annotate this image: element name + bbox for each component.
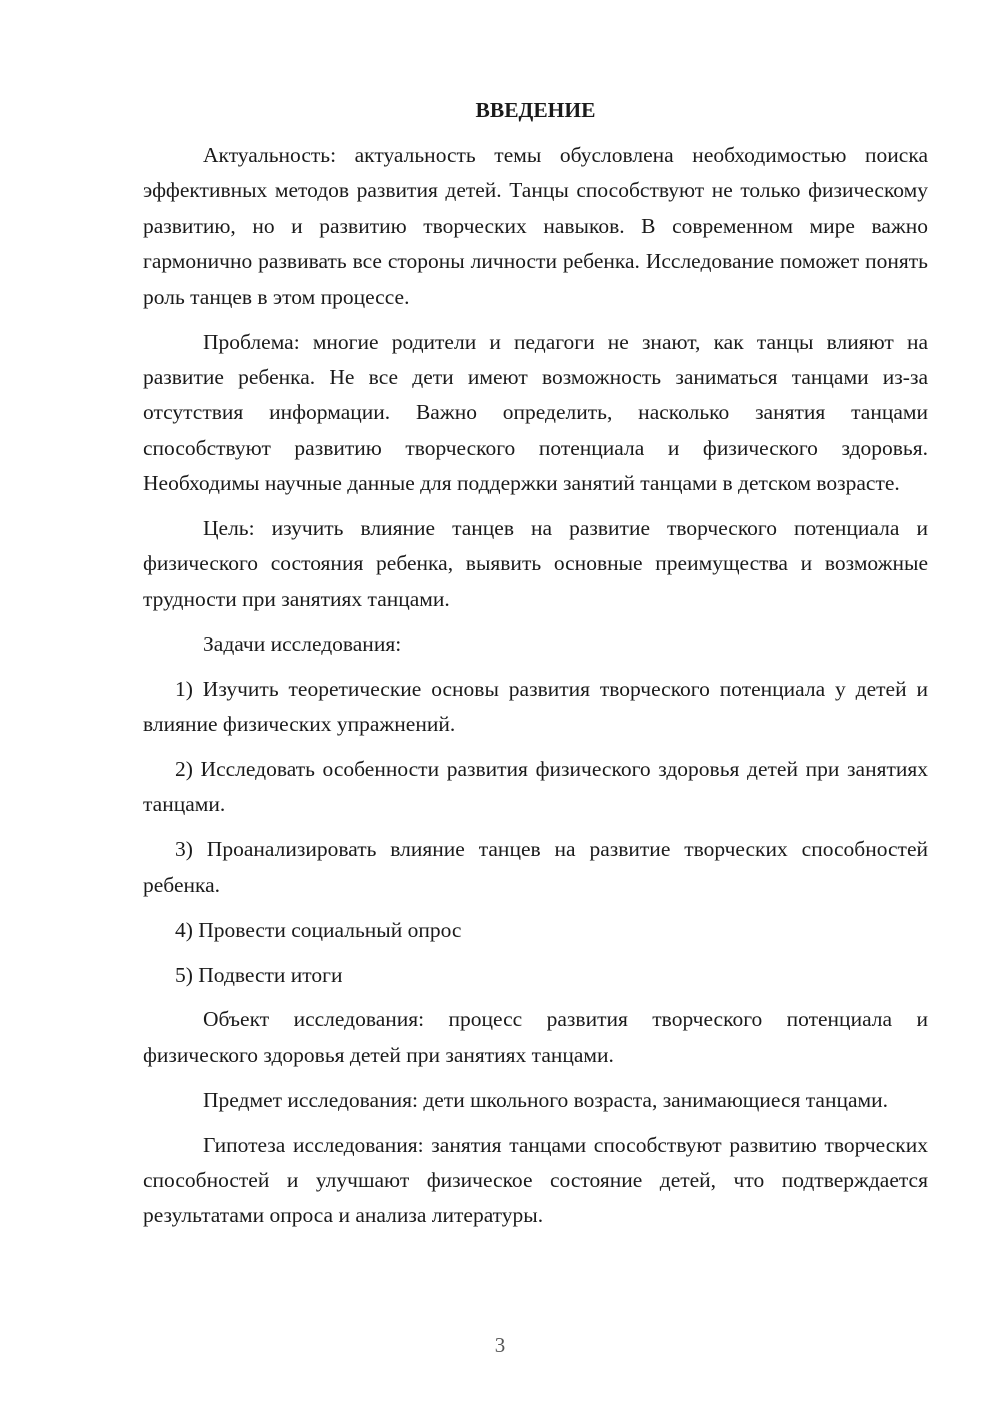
task-item: 1) Изучить теоретические основы развития творческого потенциала у детей и влияние физических упражнений.: [143, 676, 928, 737]
subject-paragraph: Предмет исследования: дети школьного возраста, занимающиеся танцами.: [203, 1087, 888, 1112]
goal-paragraph: Цель: изучить влияние танцев на развитие творческого потенциала и физического состояния ребенка, выявить основные преимущества и возможные трудности при занятиях танцами.: [143, 516, 928, 611]
section-title: ВВЕДЕНИЕ: [475, 98, 596, 122]
task-item: 4) Провести социальный опрос: [175, 917, 462, 942]
hypothesis-paragraph: Гипотеза исследования: занятия танцами способствуют развитию творческих способностей и улучшают физическое состояние детей, что подтверждается результатами опроса и анализа литературы.: [143, 1132, 928, 1228]
task-item: 2) Исследовать особенности развития физического здоровья детей при занятиях танцами.: [143, 757, 928, 817]
page-number: 3: [494, 1333, 506, 1357]
problem-paragraph: Проблема: многие родители и педагоги не знают, как танцы влияют на развитие ребенка. Не все дети имеют возможность заниматься танцами из-за отсутствия информации. Важно определить, насколько занятия танцами способствуют развитию творческого потенциала и физического здоровья. Необходимы научные данные для поддержки занятий танцами в детском возрасте.: [143, 329, 928, 496]
relevance-paragraph: Актуальность: актуальность темы обусловлена необходимостью поиска эффективных методов развития детей. Танцы способствуют не только физическому развитию, но и развитию творческих навыков. В современном мире важно гармонично развивать все стороны личности ребенка. Исследование поможет понять роль танцев в этом процессе.: [143, 143, 928, 309]
task-item: 5) Подвести итоги: [175, 962, 343, 987]
object-paragraph: Объект исследования: процесс развития творческого потенциала и физического здоровья детей при занятиях танцами.: [143, 1007, 928, 1067]
task-item: 3) Проанализировать влияние танцев на развитие творческих способностей ребенка.: [143, 837, 928, 897]
document-page: [143, 93, 928, 1243]
tasks-heading: Задачи исследования:: [203, 631, 402, 656]
